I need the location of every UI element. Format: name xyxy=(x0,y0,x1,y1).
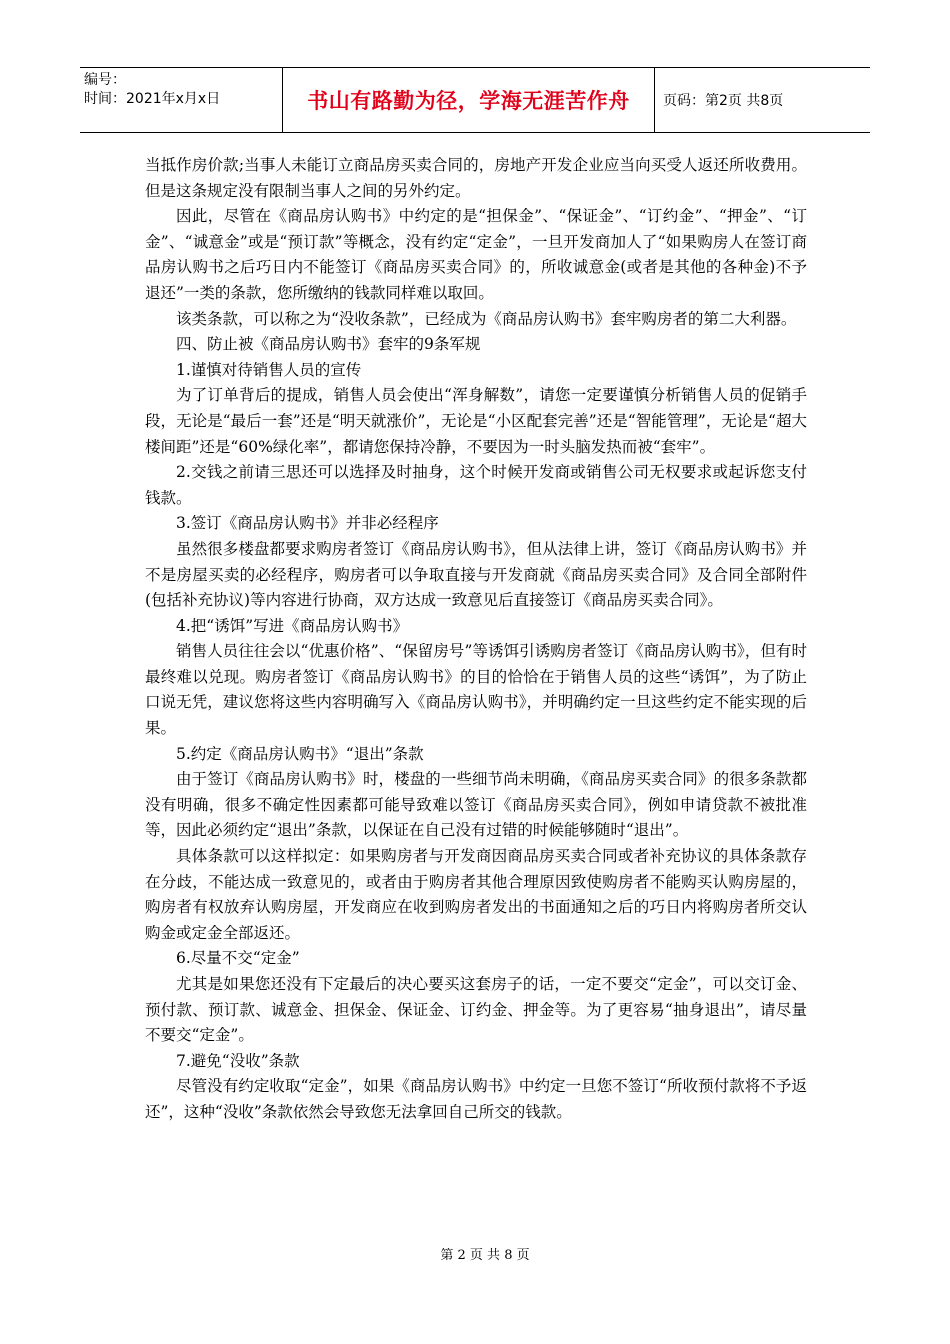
header-motto: 书山有路勤为径，学海无涯苦作舟 xyxy=(283,68,655,132)
page-header xyxy=(80,67,870,133)
paragraph: 虽然很多楼盘都要求购房者签订《商品房认购书》，但从法律上讲，签订《商品房认购书》并不是房屋买卖的必经程序，购房者可以争取直接与开发商就《商品房买卖合同》及合同全部附件(包括补充协议)等内容进行协商，双方达成一致意见后直接签订《商品房买卖合同》。 xyxy=(145,539,807,610)
header-meta xyxy=(80,68,283,132)
rule-heading: 1.谨慎对待销售人员的宣传 xyxy=(176,360,362,379)
paragraph: 具体条款可以这样拟定：如果购房者与开发商因商品房买卖合同或者补充协议的具体条款存在分歧，不能达成一致意见的，或者由于购房者其他合理原因致使购房者不能购买认购房屋的，购房者有权放弃认购房屋，开发商应在收到购房者发出的书面通知之后的巧日内将购房者所交认购金或定金全部返还。 xyxy=(145,847,807,942)
paragraph: 为了订单背后的提成，销售人员会使出“浑身解数”，请您一定要谨慎分析销售人员的促销手段，无论是“最后一套”还是“明天就涨价”，无论是“小区配套完善”还是“智能管理”，无论是“超大楼间距”还是“60%绿化率”，都请您保持冷静，不要因为一时头脑发热而被“套牢”。 xyxy=(145,386,807,456)
paragraph: 由于签订《商品房认购书》时，楼盘的一些细节尚未明确，《商品房买卖合同》的很多条款都没有明确，很多不确定性因素都可能导致难以签订《商品房买卖合同》，例如申请贷款不被批准等，因此必须约定“退出”条款，以保证在自己没有过错的时候能够随时“退出”。 xyxy=(145,770,807,840)
document-body xyxy=(145,153,807,1126)
rule-heading: 5.约定《商品房认购书》“退出”条款 xyxy=(176,744,424,763)
paragraph: 当抵作房价款;当事人未能订立商品房买卖合同的，房地产开发企业应当向买受人返还所收费用。但是这条规定没有限制当事人之间的另外约定。 xyxy=(145,156,807,200)
paragraph: 尽管没有约定收取“定金”，如果《商品房认购书》中约定一旦您不签订“所收预付款将不予返还”，这种“没收”条款依然会导致您无法拿回自己所交的钱款。 xyxy=(145,1077,807,1121)
header-page-number: 页码：第2页 共8页 xyxy=(663,93,784,109)
rule-heading: 6.尽量不交“定金” xyxy=(176,949,300,968)
paragraph: 因此，尽管在《商品房认购书》中约定的是“担保金”、“保证金”、“订约金”、“押金”、“订金”、“诚意金”或是“预订款”等概念，没有约定“定金”，一旦开发商加人了“如果购房人在签订商品房认购书之后巧日内不能签订《商品房买卖合同》的，所收诚意金(或者是其他的各种金)不予退还”一类的条款，您所缴纳的钱款同样难以取回。 xyxy=(145,207,807,302)
document-number-label: 编号： xyxy=(84,72,126,88)
paragraph: 该类条款，可以称之为“没收条款”，已经成为《商品房认购书》套牢购房者的第二大利器。 xyxy=(176,309,797,328)
rule-heading: 3.签订《商品房认购书》并非必经程序 xyxy=(176,514,439,533)
paragraph: 2.交钱之前请三思还可以选择及时抽身，这个时候开发商或销售公司无权要求或起诉您支付钱款。 xyxy=(145,463,807,507)
paragraph: 尤其是如果您还没有下定最后的决心要买这套房子的话，一定不要交“定金”，可以交订金、预付款、预订款、诚意金、担保金、保证金、订约金、押金等。为了更容易“抽身退出”，请尽量不要交“定金”。 xyxy=(145,975,807,1045)
paragraph: 销售人员往往会以“优惠价格”、“保留房号”等诱饵引诱购房者签订《商品房认购书》，但有时最终难以兑现。购房者签订《商品房认购书》的目的恰恰在于销售人员的这些“诱饵”，为了防止口说无凭，建议您将这些内容明确写入《商品房认购书》，并明确约定一旦这些约定不能实现的后果。 xyxy=(145,642,807,738)
section-heading: 四、防止被《商品房认购书》套牢的9条军规 xyxy=(176,335,481,354)
document-date-label: 时间：2021年x月x日 xyxy=(84,91,221,107)
rule-heading: 4.把“诱饵”写进《商品房认购书》 xyxy=(176,616,409,635)
page-footer: 第 2 页 共 8 页 xyxy=(440,1248,530,1263)
rule-heading: 7.避免“没收”条款 xyxy=(176,1051,300,1070)
